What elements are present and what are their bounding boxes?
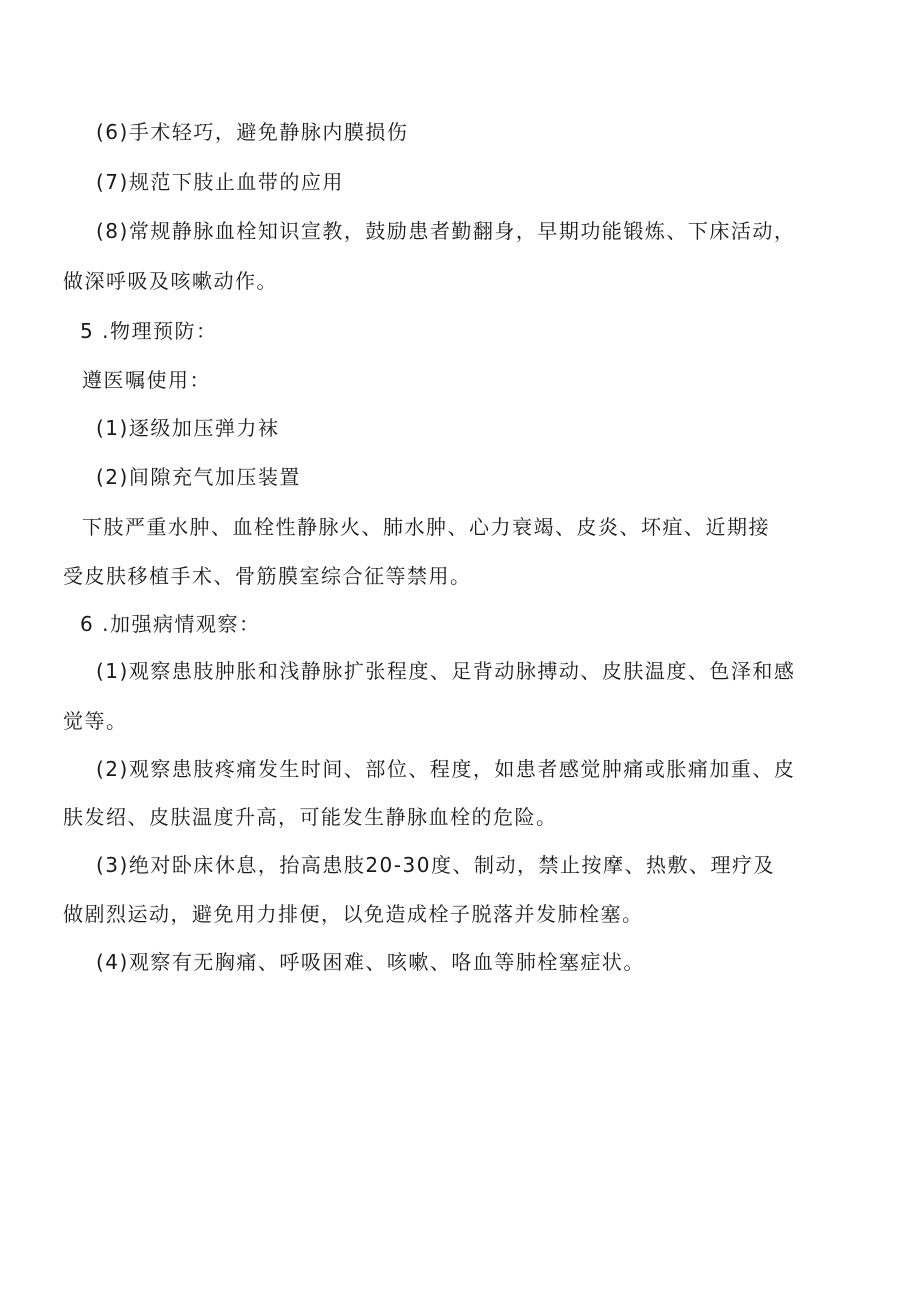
text-line-observe-4: (4)观察有无胸痛、呼吸困难、咳嗽、咯血等肺栓塞症状。: [96, 950, 645, 974]
text-line-instruction: 遵医嘱使用：: [82, 368, 211, 392]
text-line-observe-1: (1)观察患肢肿胀和浅静脉扩张程度、足背动脉搏动、皮肤温度、色泽和感: [96, 659, 796, 683]
text-line-item-2: (2)间隙充气加压装置: [96, 465, 301, 489]
text-line-item-8-cont: 做深呼吸及咳嗽动作。: [63, 269, 278, 293]
text-line-observe-1-cont: 觉等。: [63, 709, 128, 733]
text-line-item-8: (8)常规静脉血栓知识宣教，鼓励患者勤翻身，早期功能锻炼、下床活动，: [96, 219, 796, 243]
text-line-item-6: (6)手术轻巧，避免静脉内膜损伤: [96, 120, 409, 144]
text-line-observe-2-cont: 肤发绍、皮肤温度升高，可能发生静脉血栓的危险。: [63, 805, 558, 829]
text-line-observe-3-cont: 做剧烈运动，避免用力排便，以免造成栓子脱落并发肺栓塞。: [63, 902, 644, 926]
section-heading-6: 6 .加强病情观察：: [80, 612, 261, 636]
text-line-observe-2: (2)观察患肢疼痛发生时间、部位、程度，如患者感觉肿痛或胀痛加重、皮: [96, 757, 796, 781]
section-heading-5: 5 .物理预防：: [80, 319, 218, 343]
text-line-item-1: (1)逐级加压弹力袜: [96, 416, 280, 440]
text-line-observe-3: (3)绝对卧床休息，抬高患肢20-30度、制动，禁止按摩、热敷、理疗及: [96, 853, 775, 877]
text-line-contraindication: 下肢严重水肿、血栓性静脉火、肺水肿、心力衰竭、皮炎、坏疽、近期接: [82, 515, 770, 539]
text-line-contraindication-cont: 受皮肤移植手术、骨筋膜室综合征等禁用。: [63, 564, 472, 588]
text-line-item-7: (7)规范下肢止血带的应用: [96, 170, 344, 194]
